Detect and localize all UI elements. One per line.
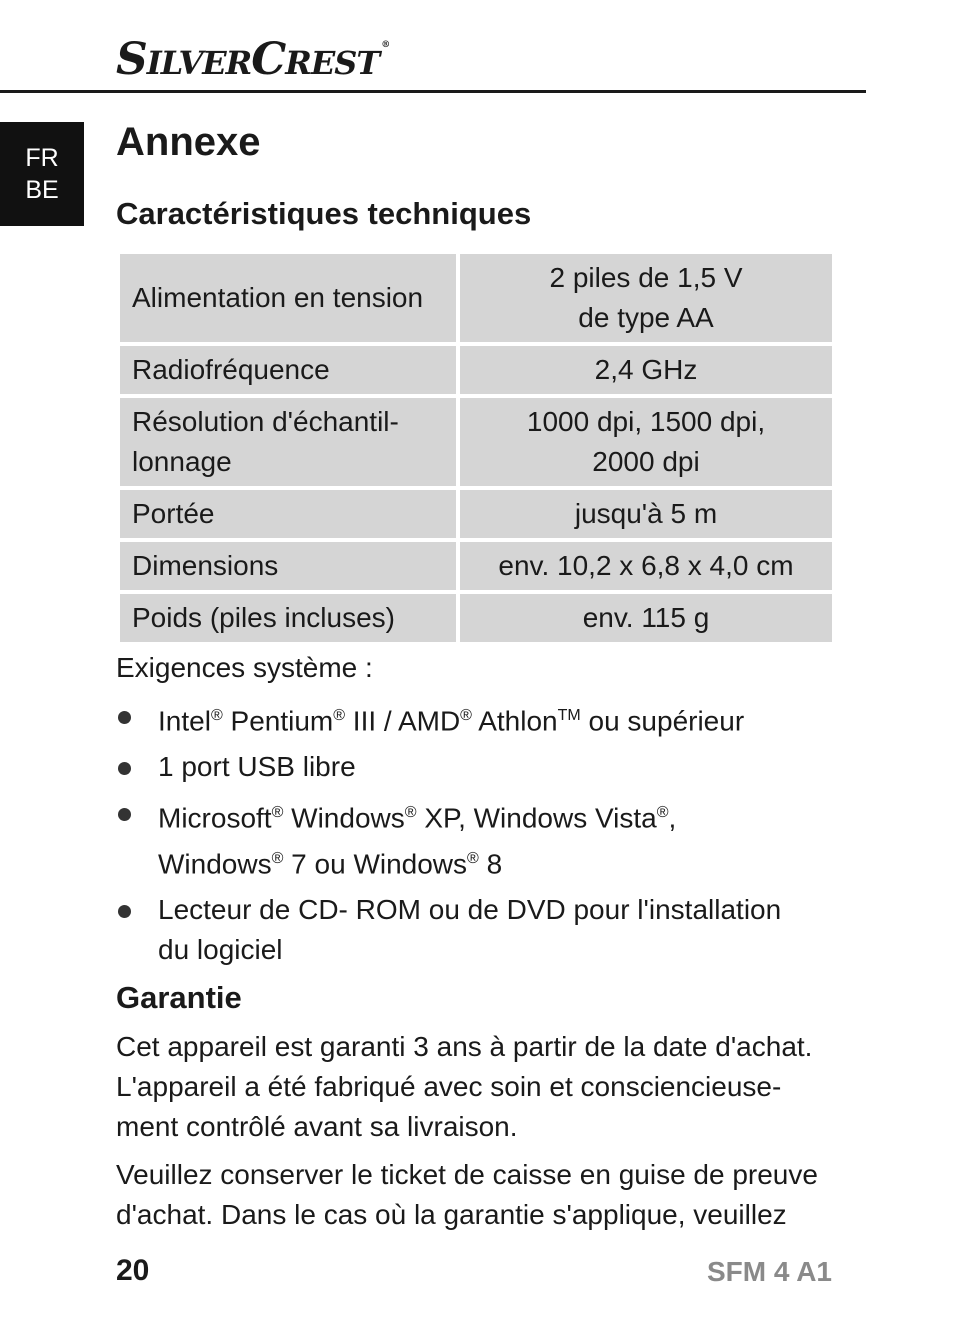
trademark-mark: ® [656, 804, 669, 822]
paragraph-line: Cet appareil est garanti 3 ans à partir de la date d'achat. [116, 1031, 813, 1062]
requirement-text: du logiciel [158, 933, 283, 965]
language-code: FR [25, 144, 59, 172]
spec-label-line: Poids (piles incluses) [132, 602, 395, 633]
trademark-mark: ® [404, 804, 417, 822]
spec-value-line: env. 10,2 x 6,8 x 4,0 cm [498, 550, 794, 581]
trademark-mark: TM [557, 707, 581, 724]
specs-title: Caractéristiques techniques [116, 196, 532, 231]
trademark-mark: ® [210, 707, 223, 724]
specs-row [120, 542, 832, 590]
brand-letter: C [251, 34, 286, 85]
spec-label-line: Portée [132, 498, 215, 529]
specs-row [120, 346, 832, 394]
brand-letter: S [116, 34, 147, 85]
paragraph-line: ment contrôlé avant sa livraison. [116, 1111, 518, 1142]
trademark-mark: ® [271, 804, 284, 822]
requirement-text: 8 [478, 847, 503, 879]
requirements-list [116, 696, 836, 976]
spec-label-line: lonnage [132, 446, 232, 477]
trademark-mark: ® [467, 849, 479, 867]
header-rule [0, 90, 866, 93]
spec-value [460, 254, 832, 342]
paragraph-line: Veuillez conserver le ticket de caisse en guise de preuve [116, 1159, 818, 1190]
spec-value [460, 346, 832, 394]
requirement-text: Windows [283, 802, 405, 834]
requirement-item [116, 793, 836, 884]
spec-value-line: 2,4 GHz [594, 354, 698, 385]
requirement-item [116, 890, 836, 970]
requirement-text: Athlon [471, 705, 558, 737]
requirement-text: , [668, 802, 677, 834]
spec-label-line: Résolution d'échantil- [132, 406, 399, 437]
spec-value [460, 594, 832, 642]
spec-value-line: 2 piles de 1,5 V [549, 262, 743, 293]
trademark-mark: ® [460, 707, 472, 724]
spec-label [120, 254, 456, 342]
spec-label [120, 398, 456, 486]
requirements-title: Exigences système : [116, 652, 373, 683]
spec-label-line: Dimensions [132, 550, 279, 581]
spec-value [460, 490, 832, 538]
spec-label-line: Radiofréquence [132, 354, 330, 385]
requirement-text: 1 port USB libre [158, 751, 356, 783]
requirement-text: Intel [158, 705, 211, 737]
spec-value-line: env. 115 g [582, 602, 710, 633]
requirement-item [116, 747, 836, 787]
specs-table [116, 250, 836, 646]
warranty-paragraph-2 [116, 1155, 840, 1235]
spec-label [120, 594, 456, 642]
brand-letters: ILVER [146, 44, 252, 82]
specs-row [120, 594, 832, 642]
requirement-text: ou supérieur [580, 705, 745, 737]
specs-row [120, 490, 832, 538]
specs-table-body [120, 254, 832, 642]
paragraph-line: d'achat. Dans le cas où la garantie s'applique, veuillez [116, 1199, 787, 1230]
language-tab [0, 122, 84, 226]
spec-label [120, 542, 456, 590]
spec-label [120, 346, 456, 394]
requirement-text: Windows [158, 847, 272, 879]
spec-value [460, 542, 832, 590]
requirement-text: Lecteur de CD- ROM ou de DVD pour l'installation [158, 893, 782, 925]
country-code: BE [25, 176, 59, 204]
requirement-text: Microsoft [158, 802, 272, 834]
spec-value [460, 398, 832, 486]
trademark-mark: ® [271, 849, 284, 867]
requirement-text: 7 ou Windows [283, 847, 468, 879]
warranty-title: Garantie [116, 980, 242, 1015]
bullet-icon [118, 808, 131, 821]
spec-value-line: de type AA [578, 302, 714, 333]
spec-value-line: 1000 dpi, 1500 dpi, [526, 406, 766, 437]
page-number: 20 [116, 1254, 150, 1287]
requirement-text: Pentium [222, 705, 334, 737]
requirement-text: XP, Windows Vista [416, 802, 657, 834]
section-title: Annexe [116, 120, 261, 164]
paragraph-line: L'appareil a été fabriqué avec soin et consciencieuse- [116, 1071, 782, 1102]
spec-label [120, 490, 456, 538]
spec-value-line: 2000 dpi [592, 446, 700, 477]
requirement-text: III / AMD [345, 705, 461, 737]
brand-logo [116, 34, 390, 85]
requirement-item [116, 696, 836, 741]
bullet-icon [118, 905, 131, 918]
trademark-mark: ® [333, 707, 346, 724]
spec-label-line: Alimentation en tension [132, 282, 424, 313]
specs-row [120, 254, 832, 342]
model-name: SFM 4 A1 [707, 1256, 832, 1287]
specs-row [120, 398, 832, 486]
registered-mark: ® [381, 40, 390, 50]
warranty-paragraph-1 [116, 1027, 840, 1147]
bullet-icon [118, 711, 131, 724]
spec-value-line: jusqu'à 5 m [574, 498, 718, 529]
brand-letters: REST [285, 44, 380, 82]
bullet-icon [118, 762, 131, 775]
